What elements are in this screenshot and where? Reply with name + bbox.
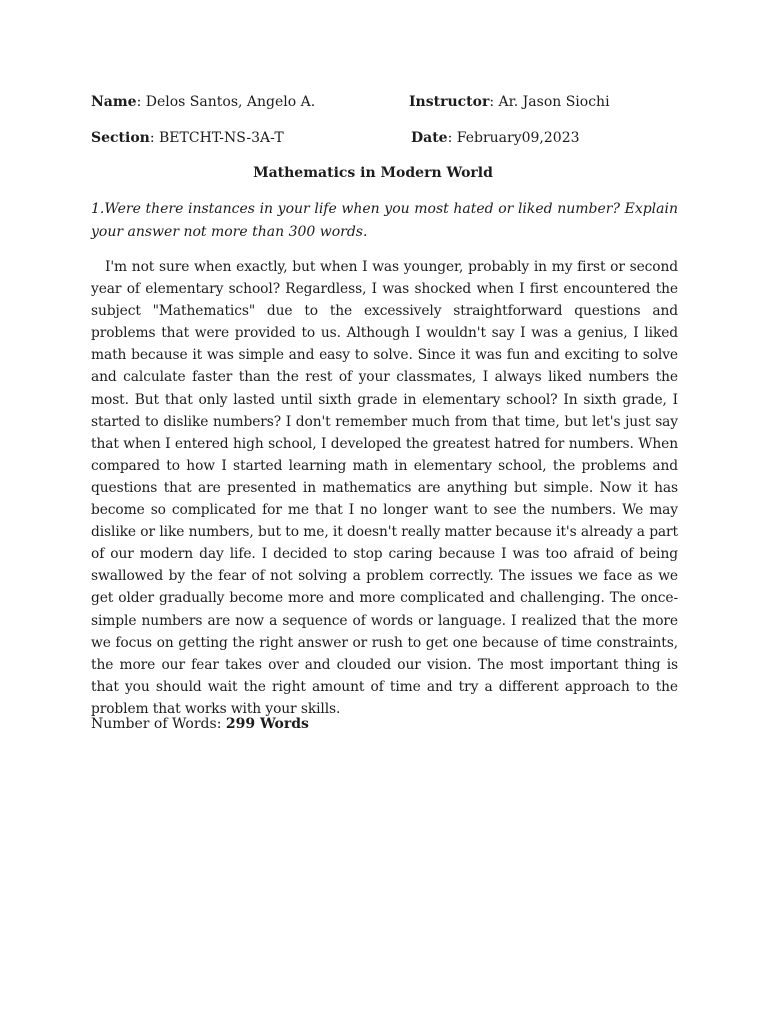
instructor-field bbox=[409, 92, 610, 112]
word-count-label: Number of Words: bbox=[91, 716, 226, 732]
date-field bbox=[411, 128, 580, 148]
name-field bbox=[91, 92, 315, 112]
word-count bbox=[91, 714, 309, 734]
name-value: : Delos Santos, Angelo A. bbox=[136, 94, 316, 110]
answer-paragraph: I'm not sure when exactly, but when I was younger, probably in my first or second year of elementary school? Regardless, I was shocked when I first encountered the subject "Mathematics" due to the excessively straightforward questions and problems that were provided to us. Although I wouldn't say I was a genius, I liked math because it was simple and easy to solve. Since it was fun and exciting to solve and calculate faster than the rest of your classmates, I always liked numbers the most. But that only lasted until sixth grade in elementary school? In sixth grade, I started to dislike numbers? I don't remember much from that time, but let's just say that when I entered high school, I developed the greatest hatred for numbers. When compared to how I started learning math in elementary school, the problems and questions that are presented in mathematics are anything but simple. Now it has become so complicated for me that I no longer want to see the numbers. We may dislike or like numbers, but to me, it doesn't really matter because it's already a part of our modern day life. I decided to stop caring because I was too afraid of being swallowed by the fear of not solving a problem correctly. The issues we face as we get older gradually become more and more complicated and challenging. The once-simple numbers are now a sequence of words or language. I realized that the more we focus on getting the right answer or rush to get one because of time constraints, the more our fear takes over and clouded our vision. The most important thing is that you should wait the right amount of time and try a different approach to the problem that works with your skills. bbox=[91, 259, 678, 717]
instructor-label: Instructor bbox=[409, 94, 490, 110]
date-label: Date bbox=[411, 130, 448, 146]
name-label: Name bbox=[91, 94, 137, 110]
instructor-value: : Ar. Jason Siochi bbox=[489, 94, 610, 110]
question-text: 1.Were there instances in your life when you most hated or liked number? Explain your answer not more than 300 words. bbox=[91, 201, 678, 240]
date-value: : February09,2023 bbox=[447, 130, 580, 146]
word-count-value: 299 Words bbox=[225, 716, 309, 732]
section-value: : BETCHT-NS-3A-T bbox=[149, 130, 284, 146]
section-field bbox=[91, 128, 284, 148]
section-label: Section bbox=[91, 130, 150, 146]
document-title: Mathematics in Modern World bbox=[253, 165, 493, 181]
